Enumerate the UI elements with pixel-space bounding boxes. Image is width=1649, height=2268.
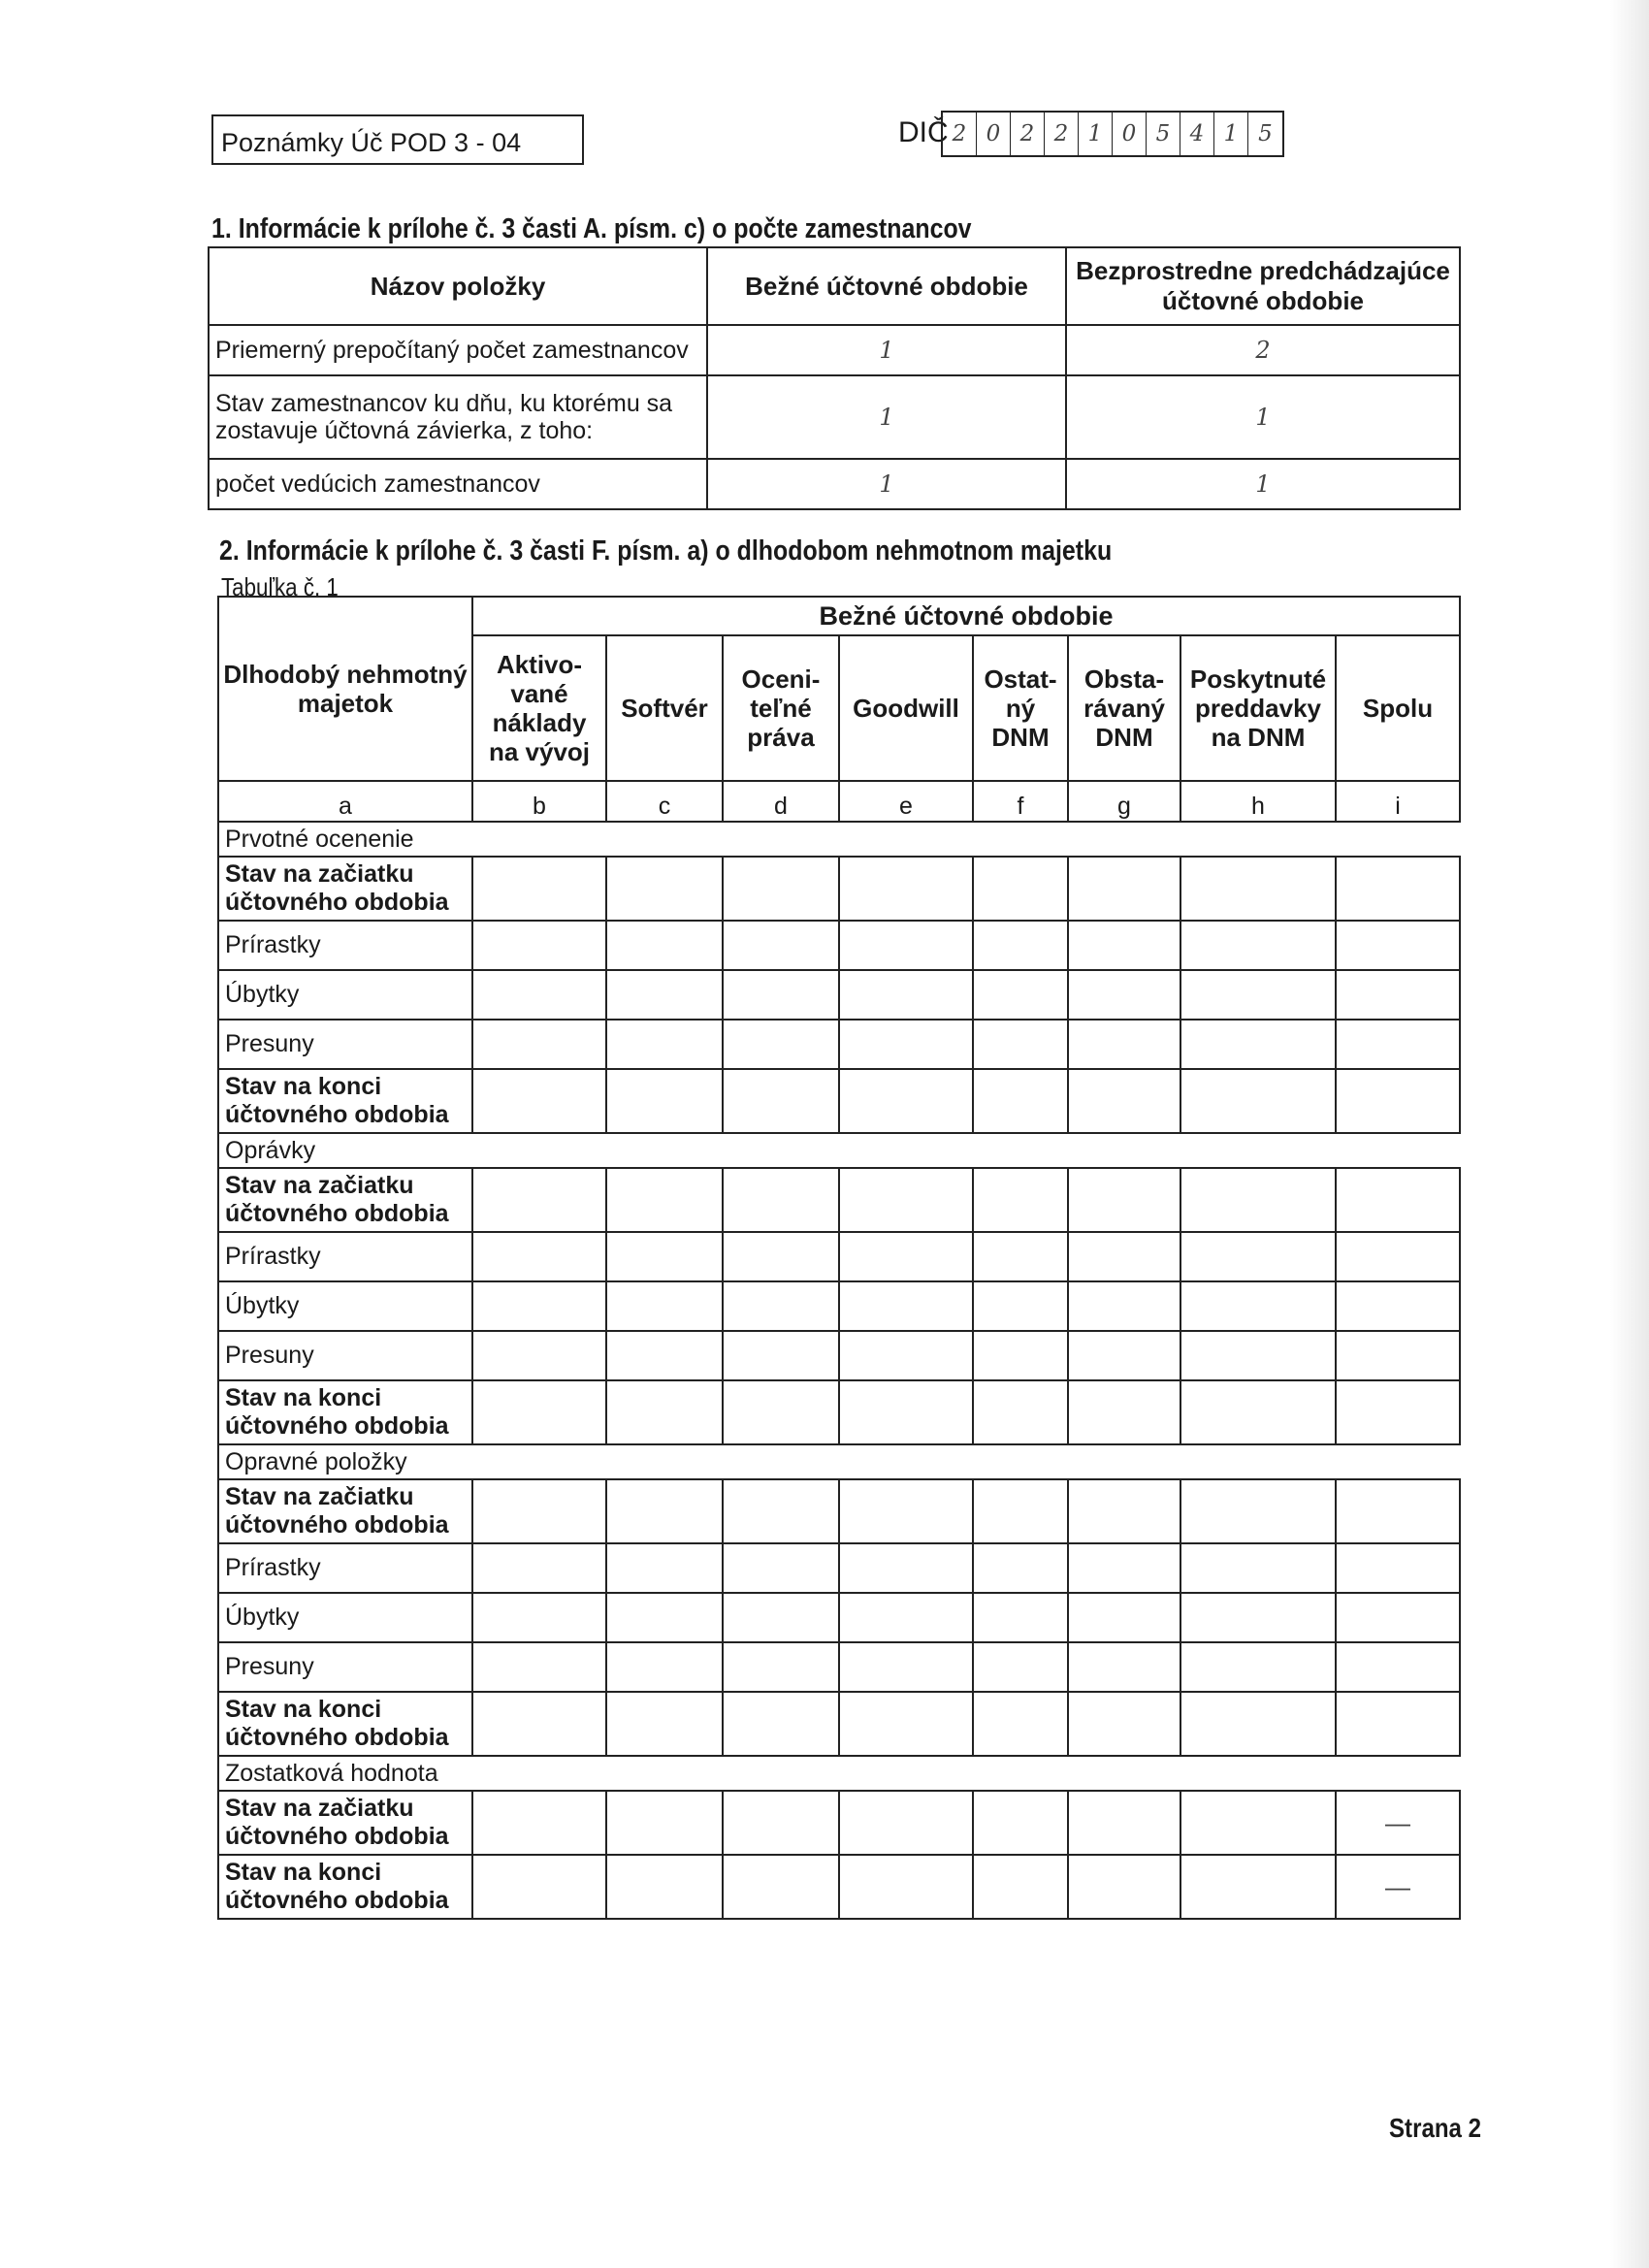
row-label: Stav na konci účtovného obdobia xyxy=(218,1692,472,1756)
value-cell[interactable] xyxy=(1336,1020,1460,1069)
value-cell[interactable] xyxy=(973,1380,1068,1444)
table-row xyxy=(218,1791,1460,1855)
row-label: Prírastky xyxy=(218,1543,472,1593)
row-label: Stav na začiatku účtovného obdobia xyxy=(218,1791,472,1855)
value-cell[interactable] xyxy=(1068,1543,1180,1593)
value-cell[interactable] xyxy=(723,921,839,970)
value-cell[interactable] xyxy=(1068,1281,1180,1331)
value-cell[interactable] xyxy=(1336,1380,1460,1444)
table-row xyxy=(218,1642,1460,1692)
value-cell[interactable] xyxy=(1068,1168,1180,1232)
value-cell[interactable] xyxy=(839,857,973,921)
value-cell[interactable] xyxy=(839,1642,973,1692)
value-cell[interactable] xyxy=(723,1380,839,1444)
value-cell[interactable] xyxy=(839,1593,973,1642)
value-cell[interactable] xyxy=(839,1380,973,1444)
page-number: Strana 2 xyxy=(1389,2113,1482,2143)
table-row xyxy=(218,1020,1460,1069)
value-cell[interactable] xyxy=(839,970,973,1020)
value-cell[interactable] xyxy=(1068,1791,1180,1855)
value-cell[interactable] xyxy=(1336,921,1460,970)
group-title: Prvotné ocenenie xyxy=(218,822,1460,857)
value-cell[interactable] xyxy=(606,1692,723,1756)
col-advances-dnm: Poskytnuté preddavky na DNM xyxy=(1180,635,1336,781)
value-cell[interactable] xyxy=(839,1232,973,1281)
value-cell[interactable] xyxy=(1068,1642,1180,1692)
value-cell[interactable] xyxy=(472,1593,606,1642)
value-cell[interactable] xyxy=(1068,1380,1180,1444)
value-cell[interactable] xyxy=(606,1380,723,1444)
value-cell[interactable] xyxy=(1180,1692,1336,1756)
value-cell[interactable] xyxy=(1180,1281,1336,1331)
value-cell[interactable] xyxy=(1068,1855,1180,1919)
value-cell[interactable] xyxy=(1180,857,1336,921)
value-cell[interactable] xyxy=(606,1020,723,1069)
value-cell[interactable] xyxy=(1180,1479,1336,1543)
value-cell[interactable]: — xyxy=(1336,1855,1460,1919)
value-cell[interactable] xyxy=(1068,921,1180,970)
dic-digit[interactable]: 4 xyxy=(1180,113,1214,155)
value-cell[interactable] xyxy=(973,1020,1068,1069)
value-cell[interactable] xyxy=(1180,1855,1336,1919)
value-cell[interactable] xyxy=(723,1281,839,1331)
value-cell[interactable] xyxy=(472,1855,606,1919)
value-cell[interactable] xyxy=(1336,1593,1460,1642)
value-cell[interactable] xyxy=(973,1642,1068,1692)
value-cell[interactable] xyxy=(839,1069,973,1133)
value-cell[interactable] xyxy=(606,857,723,921)
value-cell[interactable] xyxy=(839,1791,973,1855)
dic-digit[interactable]: 0 xyxy=(1113,113,1147,155)
value-cell[interactable] xyxy=(1336,1543,1460,1593)
dic-digit[interactable]: 0 xyxy=(977,113,1011,155)
row-label: Stav na konci účtovného obdobia xyxy=(218,1855,472,1919)
value-cell[interactable] xyxy=(472,1281,606,1331)
value-cell[interactable] xyxy=(973,1331,1068,1380)
value-cell[interactable] xyxy=(973,1791,1068,1855)
value-cell[interactable] xyxy=(973,1543,1068,1593)
col-other-dnm: Ostat-ný DNM xyxy=(973,635,1068,781)
row-label: Prírastky xyxy=(218,1232,472,1281)
value-cell[interactable] xyxy=(723,1543,839,1593)
value-cell[interactable] xyxy=(606,1479,723,1543)
value-cell[interactable] xyxy=(1180,1020,1336,1069)
table-row xyxy=(218,1692,1460,1756)
table-row xyxy=(218,857,1460,921)
col-letter: a xyxy=(218,781,472,822)
value-cell[interactable] xyxy=(1336,1232,1460,1281)
period-header: Bežné účtovné obdobie xyxy=(472,597,1460,635)
row-label: Stav na konci účtovného obdobia xyxy=(218,1069,472,1133)
value-cell[interactable] xyxy=(472,921,606,970)
value-cell[interactable] xyxy=(973,1168,1068,1232)
value-cell[interactable] xyxy=(606,1791,723,1855)
value-cell[interactable] xyxy=(1068,1479,1180,1543)
table-row xyxy=(218,1479,1460,1543)
value-cell[interactable] xyxy=(606,970,723,1020)
value-cell[interactable] xyxy=(839,1020,973,1069)
row-label: Prírastky xyxy=(218,921,472,970)
value-cell[interactable] xyxy=(1180,970,1336,1020)
value-cell[interactable] xyxy=(1180,1232,1336,1281)
group-row xyxy=(218,1756,1460,1791)
value-previous[interactable]: 1 xyxy=(1066,375,1460,459)
form-id: Poznámky Úč POD 3 - 04 xyxy=(221,128,522,157)
value-cell[interactable] xyxy=(472,1069,606,1133)
value-cell[interactable] xyxy=(472,1692,606,1756)
value-cell[interactable] xyxy=(606,1168,723,1232)
value-cell[interactable] xyxy=(973,1692,1068,1756)
col-valuable-rights: Oceni-teľné práva xyxy=(723,635,839,781)
value-cell[interactable] xyxy=(839,1692,973,1756)
value-cell[interactable] xyxy=(723,1791,839,1855)
scan-edge xyxy=(1610,0,1649,2268)
value-cell[interactable] xyxy=(606,1281,723,1331)
row-label: Presuny xyxy=(218,1642,472,1692)
table-row xyxy=(218,1281,1460,1331)
value-cell[interactable] xyxy=(1180,1593,1336,1642)
row-label: Úbytky xyxy=(218,1281,472,1331)
table-row xyxy=(218,1855,1460,1919)
row-label: Presuny xyxy=(218,1020,472,1069)
value-cell[interactable] xyxy=(1068,970,1180,1020)
dic-digit[interactable]: 1 xyxy=(1079,113,1113,155)
value-cell[interactable] xyxy=(973,1855,1068,1919)
value-cell[interactable] xyxy=(1068,1069,1180,1133)
group-title: Opravné položky xyxy=(218,1444,1460,1479)
value-cell[interactable] xyxy=(723,857,839,921)
table-row xyxy=(218,1069,1460,1133)
value-cell[interactable] xyxy=(1180,1642,1336,1692)
col-dev-costs: Aktivo-vané náklady na vývoj xyxy=(472,635,606,781)
col-letter: i xyxy=(1336,781,1460,822)
value-cell[interactable] xyxy=(973,1232,1068,1281)
value-cell[interactable] xyxy=(1068,1020,1180,1069)
value-cell[interactable] xyxy=(606,1069,723,1133)
value-cell[interactable] xyxy=(472,970,606,1020)
value-cell[interactable] xyxy=(839,1543,973,1593)
table-row xyxy=(218,1331,1460,1380)
table-row xyxy=(218,970,1460,1020)
table-caption: Tabuľka č. 1 xyxy=(221,572,339,601)
table-row xyxy=(218,1543,1460,1593)
col-letter: h xyxy=(1180,781,1336,822)
value-cell[interactable] xyxy=(606,1593,723,1642)
value-cell[interactable] xyxy=(606,921,723,970)
value-cell[interactable] xyxy=(606,1543,723,1593)
value-cell[interactable] xyxy=(723,1692,839,1756)
value-cell[interactable] xyxy=(973,857,1068,921)
value-cell[interactable]: — xyxy=(1336,1791,1460,1855)
value-cell[interactable] xyxy=(839,1281,973,1331)
value-cell[interactable] xyxy=(973,1593,1068,1642)
value-cell[interactable] xyxy=(723,1593,839,1642)
col-header-item: Názov položky xyxy=(209,247,707,325)
row-label: Stav zamestnancov ku dňu, ku ktorému sa zostavuje účtovná závierka, z toho: xyxy=(209,375,707,459)
value-cell[interactable] xyxy=(723,1168,839,1232)
col-procured-dnm: Obsta-rávaný DNM xyxy=(1068,635,1180,781)
row-label: Stav na konci účtovného obdobia xyxy=(218,1380,472,1444)
value-cell[interactable] xyxy=(1180,1543,1336,1593)
value-cell[interactable] xyxy=(606,1855,723,1919)
value-cell[interactable] xyxy=(472,1168,606,1232)
dic-digit[interactable]: 2 xyxy=(943,113,977,155)
col-letter: e xyxy=(839,781,973,822)
value-cell[interactable] xyxy=(1180,1331,1336,1380)
value-cell[interactable] xyxy=(1336,1069,1460,1133)
value-cell[interactable] xyxy=(839,1168,973,1232)
value-cell[interactable] xyxy=(723,1069,839,1133)
section1-title: 1. Informácie k prílohe č. 3 časti A. písm. c) o počte zamestnancov xyxy=(211,213,972,244)
value-cell[interactable] xyxy=(1336,1479,1460,1543)
group-title: Oprávky xyxy=(218,1133,1460,1168)
value-cell[interactable] xyxy=(472,1232,606,1281)
table-row xyxy=(218,1593,1460,1642)
col-goodwill: Goodwill xyxy=(839,635,973,781)
table-row xyxy=(209,459,1460,509)
dic-digit[interactable]: 2 xyxy=(1045,113,1079,155)
value-cell[interactable] xyxy=(1068,1692,1180,1756)
row-label: Stav na začiatku účtovného obdobia xyxy=(218,1479,472,1543)
value-cell[interactable] xyxy=(1336,857,1460,921)
value-cell[interactable] xyxy=(723,970,839,1020)
value-cell[interactable] xyxy=(1180,1168,1336,1232)
group-row xyxy=(218,1444,1460,1479)
value-cell[interactable] xyxy=(723,1642,839,1692)
value-cell[interactable] xyxy=(1068,1232,1180,1281)
value-cell[interactable] xyxy=(1180,1069,1336,1133)
value-previous[interactable]: 2 xyxy=(1066,325,1460,375)
value-cell[interactable] xyxy=(606,1331,723,1380)
value-cell[interactable] xyxy=(839,1855,973,1919)
dic-label: DIČ xyxy=(898,116,949,148)
dic-digit[interactable]: 5 xyxy=(1147,113,1180,155)
col-header-current: Bežné účtovné obdobie xyxy=(707,247,1066,325)
table-row xyxy=(209,375,1460,459)
col-letter: b xyxy=(472,781,606,822)
value-cell[interactable] xyxy=(1336,1281,1460,1331)
table-row xyxy=(218,1380,1460,1444)
col-letter: g xyxy=(1068,781,1180,822)
value-cell[interactable] xyxy=(472,1642,606,1692)
value-cell[interactable] xyxy=(973,921,1068,970)
value-cell[interactable] xyxy=(606,1232,723,1281)
row-label: počet vedúcich zamestnancov xyxy=(209,459,707,509)
value-cell[interactable] xyxy=(973,1069,1068,1133)
value-cell[interactable] xyxy=(839,1331,973,1380)
col-letter: d xyxy=(723,781,839,822)
value-cell[interactable] xyxy=(1180,1380,1336,1444)
row-header: Dlhodobý nehmotný majetok xyxy=(218,597,472,781)
value-cell[interactable] xyxy=(472,1380,606,1444)
value-cell[interactable] xyxy=(606,1642,723,1692)
row-label: Priemerný prepočítaný počet zamestnancov xyxy=(209,325,707,375)
value-cell[interactable] xyxy=(1336,970,1460,1020)
value-cell[interactable] xyxy=(723,1479,839,1543)
table-row xyxy=(209,325,1460,375)
employees-table xyxy=(208,246,1461,510)
value-cell[interactable] xyxy=(723,1020,839,1069)
group-title: Zostatková hodnota xyxy=(218,1756,1460,1791)
value-cell[interactable] xyxy=(1336,1642,1460,1692)
table-row xyxy=(218,1232,1460,1281)
row-label: Presuny xyxy=(218,1331,472,1380)
value-previous[interactable]: 1 xyxy=(1066,459,1460,509)
dic-boxes xyxy=(941,111,1284,157)
col-software: Softvér xyxy=(606,635,723,781)
value-cell[interactable] xyxy=(723,1232,839,1281)
value-cell[interactable] xyxy=(1068,857,1180,921)
value-cell[interactable] xyxy=(1180,1791,1336,1855)
value-cell[interactable] xyxy=(973,1479,1068,1543)
dic-digit[interactable]: 1 xyxy=(1214,113,1248,155)
value-cell[interactable] xyxy=(472,1020,606,1069)
value-cell[interactable] xyxy=(472,1543,606,1593)
value-cell[interactable] xyxy=(472,857,606,921)
row-label: Stav na začiatku účtovného obdobia xyxy=(218,1168,472,1232)
section2-title: 2. Informácie k prílohe č. 3 časti F. písm. a) o dlhodobom nehmotnom majetku xyxy=(219,535,1113,567)
dic-digit[interactable]: 5 xyxy=(1258,121,1273,146)
intangible-assets-table xyxy=(217,596,1461,1920)
value-cell[interactable] xyxy=(1336,1331,1460,1380)
value-cell[interactable] xyxy=(839,1479,973,1543)
row-label: Úbytky xyxy=(218,1593,472,1642)
value-cell[interactable] xyxy=(1180,921,1336,970)
value-cell[interactable] xyxy=(839,921,973,970)
value-cell[interactable] xyxy=(472,1791,606,1855)
value-cell[interactable] xyxy=(973,1281,1068,1331)
value-cell[interactable] xyxy=(1336,1168,1460,1232)
row-label: Stav na začiatku účtovného obdobia xyxy=(218,857,472,921)
value-cell[interactable] xyxy=(1068,1331,1180,1380)
table-row xyxy=(218,921,1460,970)
value-current[interactable]: 1 xyxy=(707,375,1066,459)
table-row xyxy=(218,1168,1460,1232)
col-letter: f xyxy=(973,781,1068,822)
value-cell[interactable] xyxy=(472,1479,606,1543)
value-current[interactable]: 1 xyxy=(707,325,1066,375)
col-letter: c xyxy=(606,781,723,822)
group-row xyxy=(218,1133,1460,1168)
dic-digit[interactable]: 2 xyxy=(1011,113,1045,155)
col-total: Spolu xyxy=(1336,635,1460,781)
value-cell[interactable] xyxy=(723,1331,839,1380)
col-header-previous: Bezprostredne predchádzajúce účtovné obdobie xyxy=(1066,247,1460,325)
value-cell[interactable] xyxy=(1336,1692,1460,1756)
value-cell[interactable] xyxy=(472,1331,606,1380)
group-row xyxy=(218,822,1460,857)
value-cell[interactable] xyxy=(1068,1593,1180,1642)
value-cell[interactable] xyxy=(723,1855,839,1919)
value-cell[interactable] xyxy=(973,970,1068,1020)
form-id-box xyxy=(211,114,584,165)
row-label: Úbytky xyxy=(218,970,472,1020)
value-current[interactable]: 1 xyxy=(707,459,1066,509)
